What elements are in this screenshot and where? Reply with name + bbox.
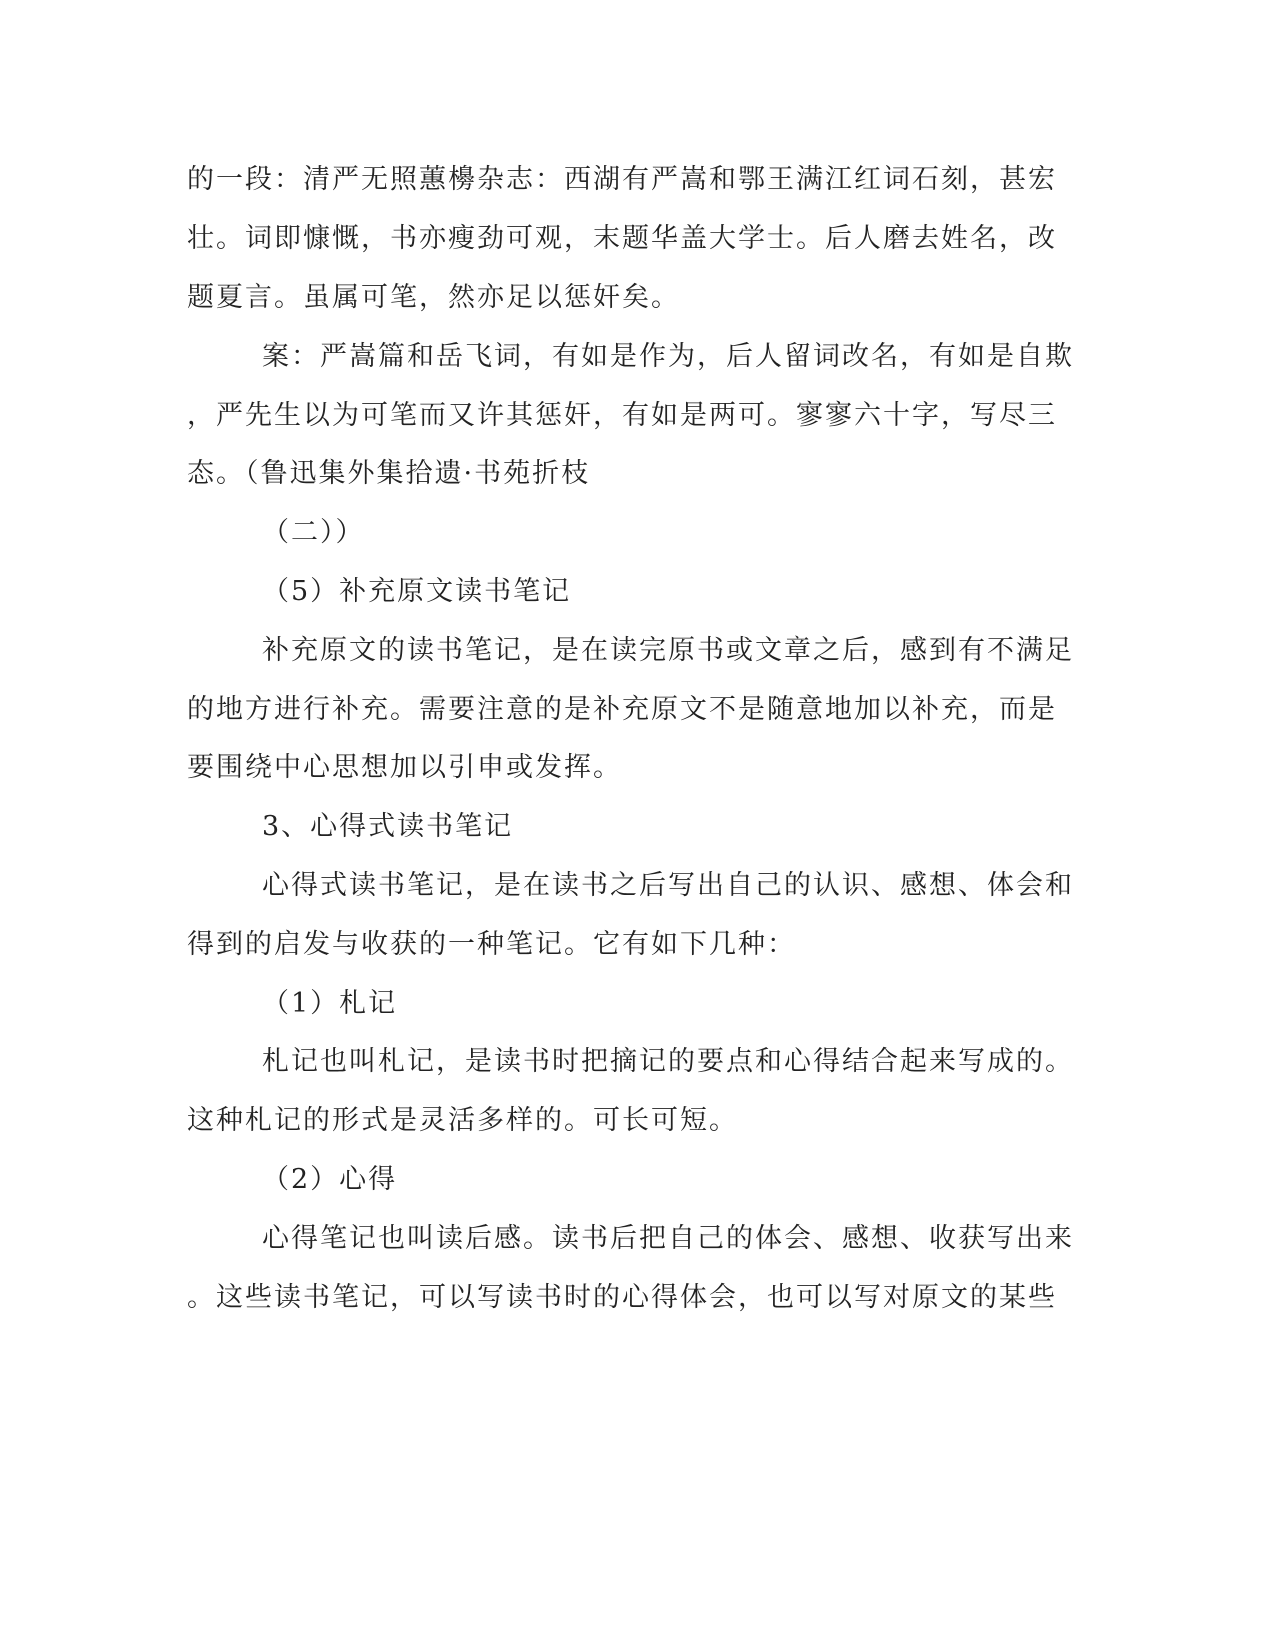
text-line: 案：严嵩篇和岳飞词，有如是作为，后人留词改名，有如是自欺 xyxy=(262,341,1074,372)
text-line: 得到的启发与收获的一种笔记。它有如下几种： xyxy=(187,929,796,960)
text-line: 的一段：清严无照蕙櫋杂志：西湖有严嵩和鄂王满江红词石刻，甚宏 xyxy=(187,164,1057,195)
text-line: 。这些读书笔记，可以写读书时的心得体会，也可以写对原文的某些 xyxy=(187,1282,1057,1313)
text-line: 的地方进行补充。需要注意的是补充原文不是随意地加以补充，而是 xyxy=(187,694,1057,725)
text-line: 这种札记的形式是灵活多样的。可长可短。 xyxy=(187,1105,738,1136)
text-line: 要围绕中心思想加以引申或发挥。 xyxy=(187,752,622,783)
section-heading: （2）心得 xyxy=(262,1164,398,1195)
text-line: 补充原文的读书笔记，是在读完原书或文章之后，感到有不满足 xyxy=(262,635,1074,666)
text-line: 壮。词即慷慨，书亦瘦劲可观，末题华盖大学士。后人磨去姓名，改 xyxy=(187,223,1057,254)
text-line: 态。（鲁迅集外集拾遗·书苑折枝 xyxy=(187,458,591,489)
text-line: （二）） xyxy=(262,517,365,548)
section-heading: （1）札记 xyxy=(262,988,398,1019)
text-line: 心得笔记也叫读后感。读书后把自己的体会、感想、收获写出来 xyxy=(262,1223,1074,1254)
text-line: 札记也叫札记，是读书时把摘记的要点和心得结合起来写成的。 xyxy=(262,1046,1074,1077)
section-heading: 3、心得式读书笔记 xyxy=(262,811,514,842)
section-heading: （5）补充原文读书笔记 xyxy=(262,576,572,607)
text-line: 心得式读书笔记，是在读书之后写出自己的认识、感想、体会和 xyxy=(262,870,1074,901)
text-line: ，严先生以为可笔而又许其惩奸，有如是两可。寥寥六十字，写尽三 xyxy=(187,400,1057,431)
text-line: 题夏言。虽属可笔，然亦足以惩奸矣。 xyxy=(187,282,680,313)
